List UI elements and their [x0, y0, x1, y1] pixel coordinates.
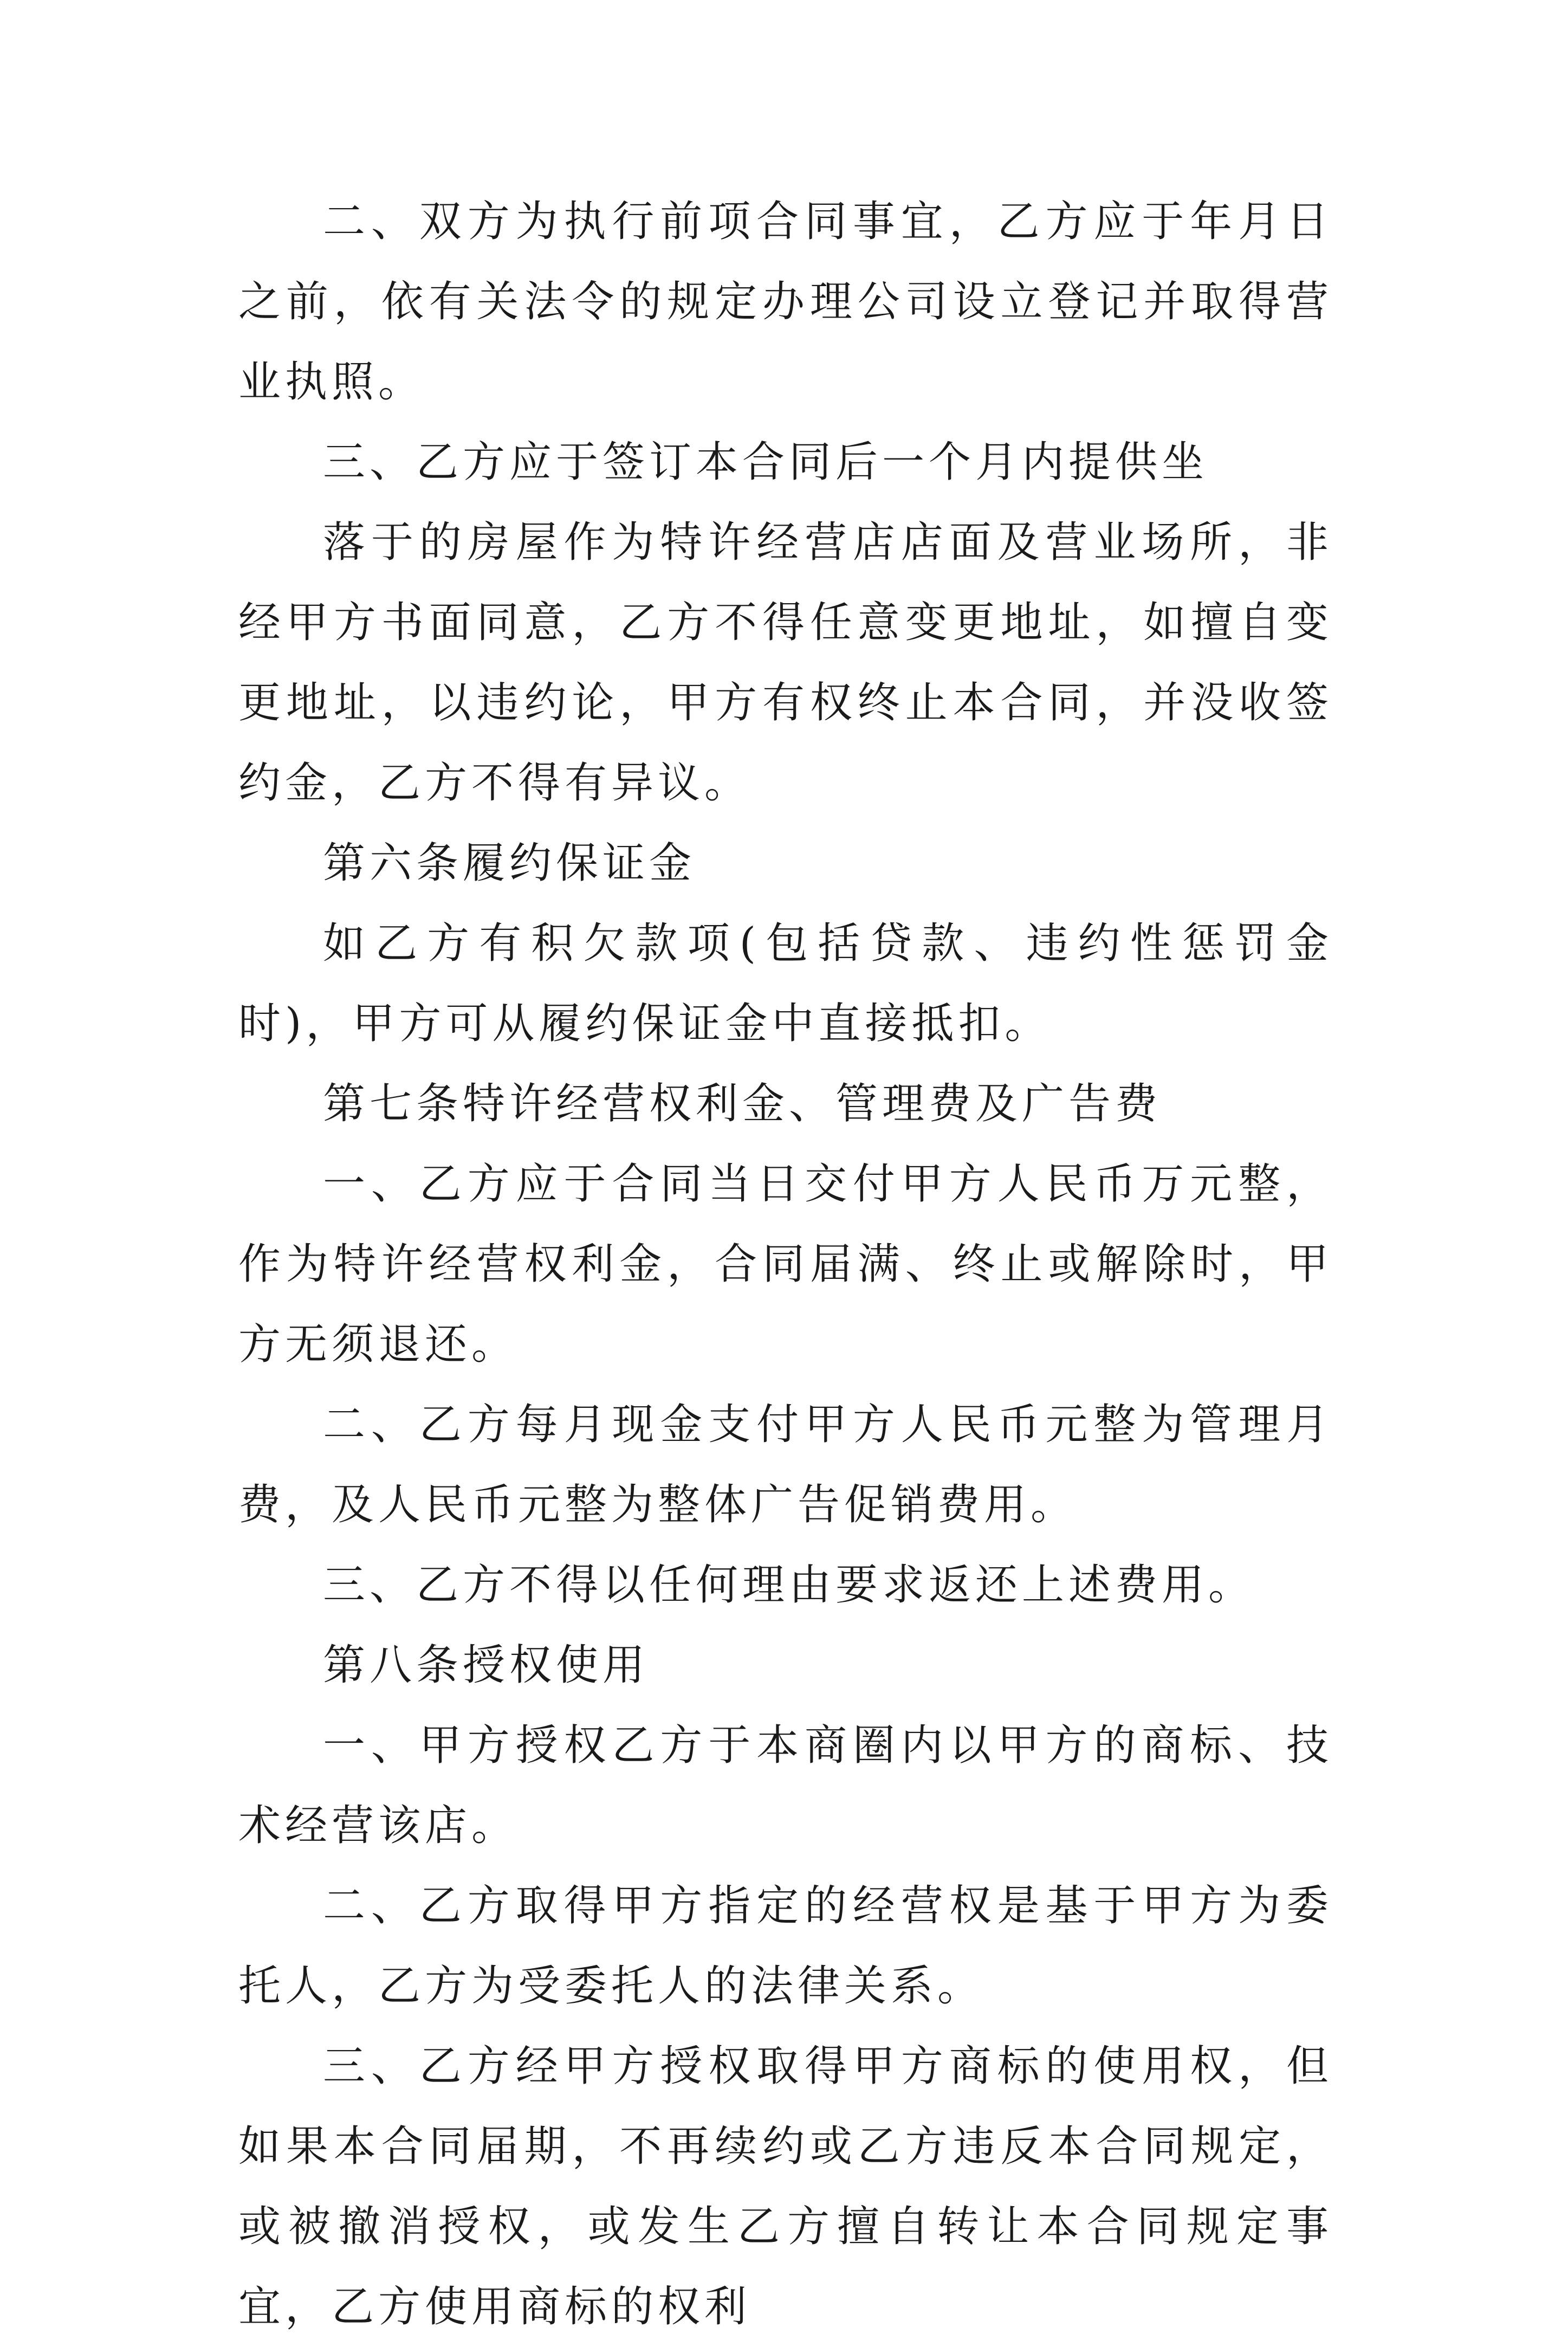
heading-article-7: 第七条特许经营权利金、管理费及广告费 — [323, 1079, 1162, 1128]
heading-article-6: 第六条履约保证金 — [323, 839, 696, 888]
paragraph-clause-2-3: 三、乙方应于签订本合同后一个月内提供坐 — [323, 438, 1209, 487]
paragraph-clause-2-2: 二、双方为执行前项合同事宜，乙方应于年月日之前，依有关法令的规定办理公司设立登记并取得营业执照。 — [238, 197, 1333, 406]
paragraph-article-7-1: 一、乙方应于合同当日交付甲方人民币万元整，作为特许经营权利金，合同届满、终止或解除时，甲方无须退还。 — [238, 1160, 1333, 1369]
paragraph-article-6: 如乙方有积欠款项(包括贷款、违约性惩罚金时)，甲方可从履约保证金中直接抵扣。 — [238, 919, 1333, 1048]
paragraph-article-8-1: 一、甲方授权乙方于本商圈内以甲方的商标、技术经营该店。 — [238, 1721, 1333, 1850]
paragraph-article-8-3: 三、乙方经甲方授权取得甲方商标的使用权，但如果本合同届期，不再续约或乙方违反本合同规定，或被撤消授权，或发生乙方擅自转让本合同规定事宜，乙方使用商标的权利 — [238, 2042, 1333, 2331]
heading-article-8: 第八条授权使用 — [323, 1641, 650, 1690]
paragraph-article-7-2: 二、乙方每月现金支付甲方人民币元整为管理月费，及人民币元整为整体广告促销费用。 — [238, 1400, 1333, 1529]
paragraph-article-8-2: 二、乙方取得甲方指定的经营权是基于甲方为委托人，乙方为受委托人的法律关系。 — [238, 1882, 1333, 2010]
document-body — [238, 182, 1333, 2347]
paragraph-premises: 落于的房屋作为特许经营店店面及营业场所，非经甲方书面同意，乙方不得任意变更地址，如擅自变更地址，以违约论，甲方有权终止本合同，并没收签约金，乙方不得有异议。 — [238, 518, 1333, 807]
paragraph-article-7-3: 三、乙方不得以任何理由要求返还上述费用。 — [323, 1561, 1255, 1609]
